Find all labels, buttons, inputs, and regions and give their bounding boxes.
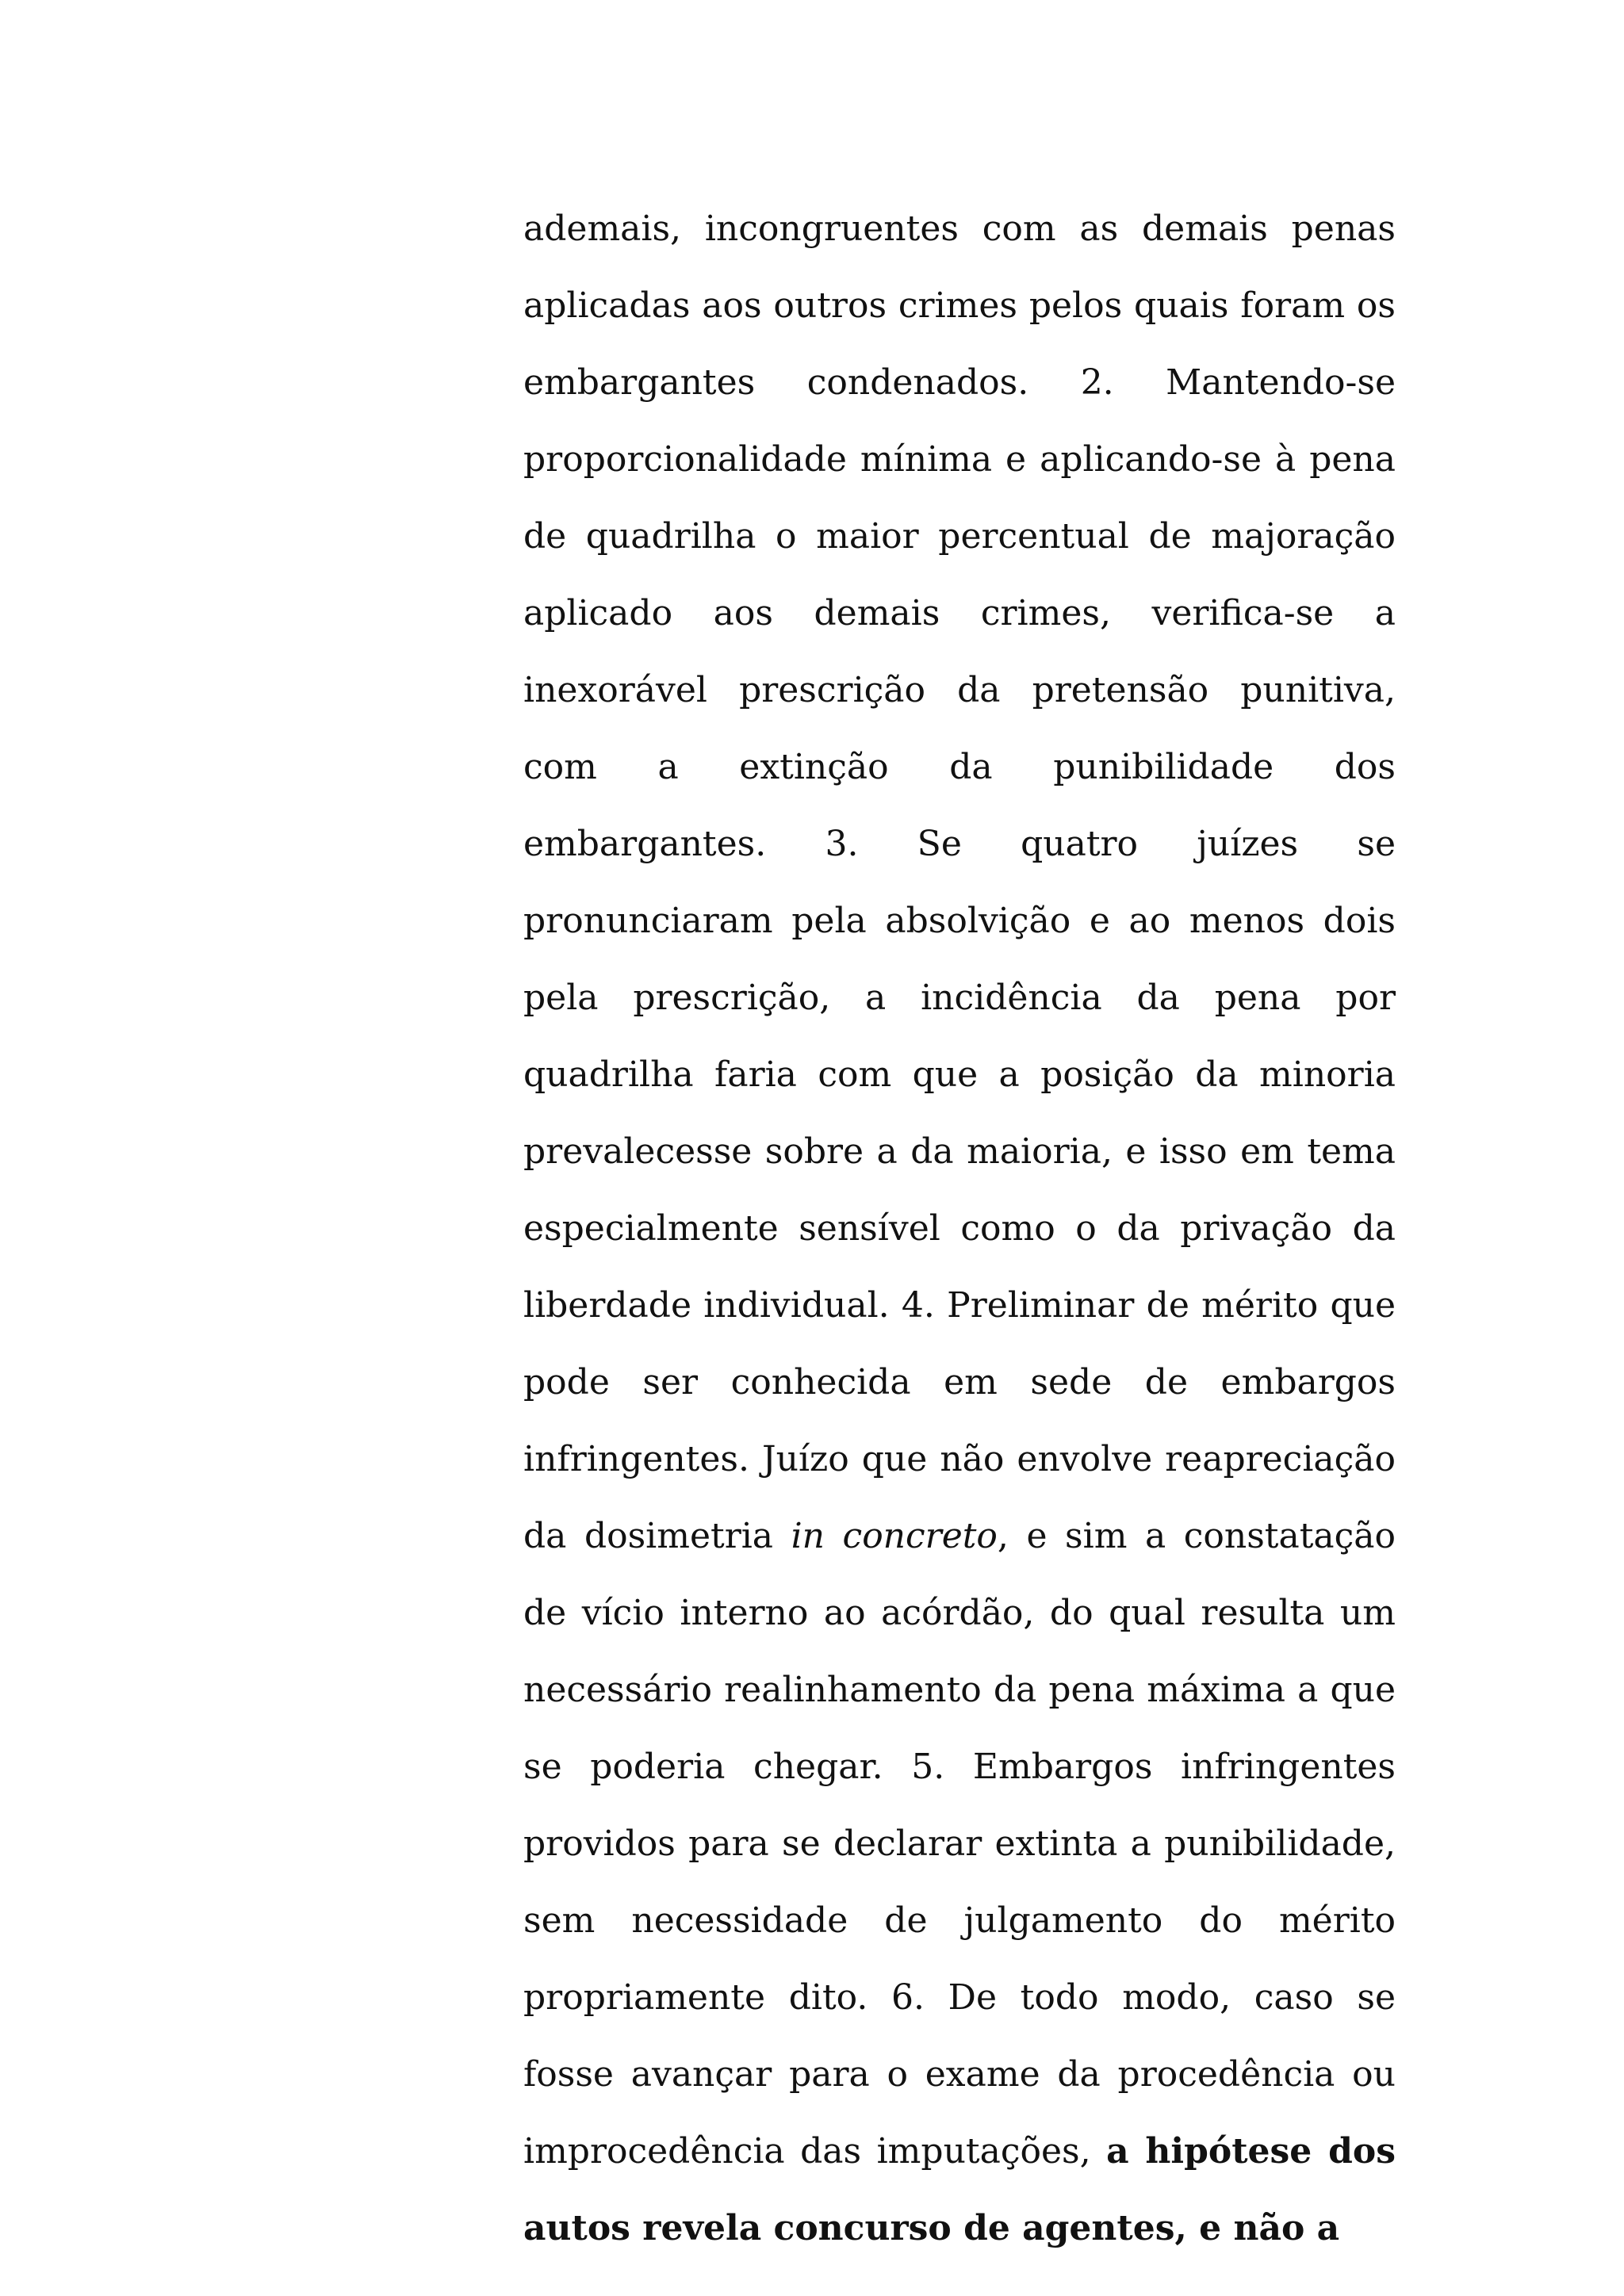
paragraph-text-part-1: ademais, incongruentes com as demais penas aplicadas aos outros crimes pelos quais foram os embargantes condenados. 2. Mantendo-se proporcionalidade mínima e aplicando-se à pena de quadrilha o maior percentual de majoração aplicado aos demais crimes, verifica-se a inexorável prescrição da pretensão punitiva, com a extinção da punibilidade dos embargantes. 3. Se quatro juízes se pronunciaram pela absolvição e ao menos dois pela prescrição, a incidência da pena por quadrilha faria com que a posição da minoria prevalecesse sobre a da maioria, e isso em tema especialmente sensível como o da privação da liberdade individual. 4. Preliminar de mérito que pode ser conhecida em sede de embargos infringentes. Juízo que não envolve reapreciação da dosimetria [523,209,1396,1556]
paragraph-text-part-2: , e sim a constatação de vício interno ao acórdão, do qual resulta um necessário realinhamento da pena máxima a que se poderia chegar. 5. Embargos infringentes providos para se declarar extinta a punibilidade, sem necessidade de julgamento do mérito propriamente dito. 6. De todo modo, caso se fosse avançar para o exame da procedência ou improcedência das imputações, [523,1516,1396,2172]
bold-emphasis: a hipótese dos autos revela concurso de agentes, e não a [523,2131,1396,2248]
italic-term: in concreto [791,1516,998,1556]
body-paragraph [523,190,1396,2267]
